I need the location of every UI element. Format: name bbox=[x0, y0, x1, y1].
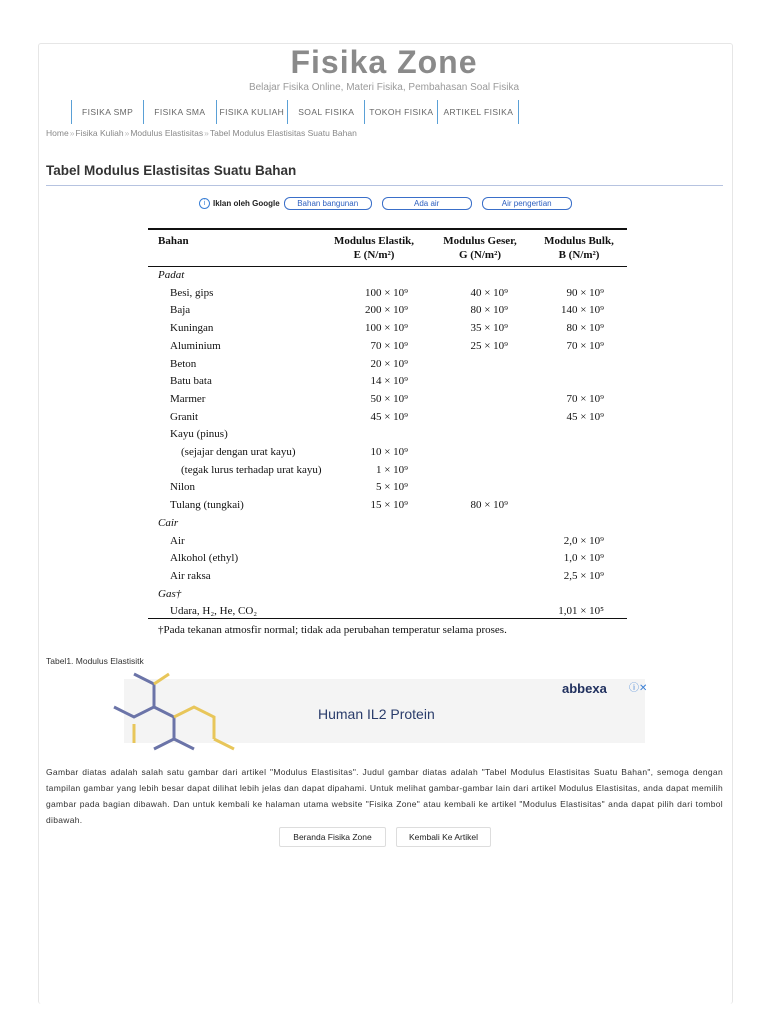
ad-link-ada-air[interactable]: Ada air bbox=[382, 197, 472, 210]
ad-link-bahan-bangunan[interactable]: Bahan bangunan bbox=[284, 197, 372, 210]
breadcrumb-modulus-elastisitas[interactable]: Modulus Elastisitas bbox=[130, 128, 204, 138]
breadcrumb bbox=[46, 128, 357, 138]
table-top-rule bbox=[148, 228, 627, 230]
title-divider bbox=[46, 185, 723, 186]
cell-modulus-geser: 80 × 10⁹ bbox=[470, 499, 508, 512]
cell-bahan: Air bbox=[170, 534, 185, 547]
site-tagline: Belajar Fisika Online, Materi Fisika, Pembahasan Soal Fisika bbox=[248, 82, 520, 93]
table-row bbox=[138, 481, 627, 498]
cell-modulus-bulk: 70 × 10⁹ bbox=[566, 392, 604, 405]
cell-bahan: Baja bbox=[170, 304, 191, 317]
cell-modulus-bulk: 2,5 × 10⁹ bbox=[563, 569, 604, 582]
nav-item-tokoh-fisika[interactable]: TOKOH FISIKA bbox=[365, 100, 438, 124]
table-row bbox=[138, 322, 627, 339]
ad-info-icon[interactable]: i bbox=[199, 198, 210, 209]
cell-bahan: Granit bbox=[170, 410, 199, 423]
header-modulus-bulk-line2: B (N/m²) bbox=[558, 249, 600, 261]
table-row bbox=[138, 375, 627, 392]
cell-modulus-geser: 25 × 10⁹ bbox=[470, 339, 508, 352]
modulus-table-image[interactable] bbox=[138, 224, 627, 640]
table-footnote: †Pada tekanan atmosfir normal; tidak ada perubahan temperatur selama proses. bbox=[158, 624, 507, 636]
cell-modulus-elastik: 10 × 10⁹ bbox=[370, 446, 408, 458]
header-modulus-elastik bbox=[324, 234, 424, 262]
back-to-article-button[interactable]: Kembali Ke Artikel bbox=[396, 827, 491, 847]
breadcrumb-separator: » bbox=[69, 128, 75, 138]
cell-modulus-bulk: 90 × 10⁹ bbox=[566, 286, 604, 299]
banner-brand-logo: abbexa bbox=[562, 681, 607, 696]
cell-modulus-elastik: 1 × 10⁹ bbox=[375, 463, 408, 476]
cell-modulus-elastik: 45 × 10⁹ bbox=[370, 410, 408, 423]
table-row bbox=[138, 287, 627, 304]
table-category-row bbox=[138, 588, 627, 605]
cell-bahan: Aluminium bbox=[170, 339, 221, 352]
cell-bahan: Alkohol (ethyl) bbox=[170, 552, 239, 565]
header-modulus-bulk bbox=[534, 234, 624, 262]
cell-modulus-elastik: 5 × 10⁹ bbox=[375, 481, 408, 494]
nav-item-fisika-smp[interactable]: FISIKA SMP bbox=[72, 100, 144, 124]
cell-bahan: Padat bbox=[158, 269, 185, 281]
table-row bbox=[138, 446, 627, 463]
cell-modulus-elastik: 70 × 10⁹ bbox=[370, 339, 408, 352]
cell-bahan: Cair bbox=[158, 516, 179, 529]
cell-bahan: Nilon bbox=[170, 481, 196, 494]
table-header-rule bbox=[148, 266, 627, 267]
cell-modulus-elastik: 15 × 10⁹ bbox=[370, 499, 408, 512]
cell-modulus-bulk: 2,0 × 10⁹ bbox=[563, 534, 604, 547]
home-button[interactable]: Beranda Fisika Zone bbox=[279, 827, 386, 847]
breadcrumb-home[interactable]: Home bbox=[46, 128, 69, 138]
cell-modulus-bulk: 140 × 10⁹ bbox=[560, 304, 604, 317]
table-category-row bbox=[138, 269, 627, 286]
cell-modulus-geser: 40 × 10⁹ bbox=[470, 286, 508, 299]
table-row bbox=[138, 411, 627, 428]
cell-modulus-geser: 35 × 10⁹ bbox=[470, 322, 508, 335]
banner-headline: Human IL2 Protein bbox=[318, 706, 435, 722]
cell-bahan: Kayu (pinus) bbox=[170, 428, 228, 441]
cell-bahan: Udara, H₂, He, CO₂ bbox=[170, 605, 258, 618]
nav-item-soal-fisika[interactable]: SOAL FISIKA bbox=[288, 100, 365, 124]
header-modulus-bulk-line1: Modulus Bulk, bbox=[544, 235, 614, 247]
cell-modulus-bulk: 45 × 10⁹ bbox=[566, 410, 604, 423]
cell-modulus-bulk: 1,0 × 10⁹ bbox=[563, 552, 604, 565]
cell-bahan: Beton bbox=[170, 357, 197, 370]
cell-modulus-bulk: 1,01 × 10⁵ bbox=[558, 605, 604, 618]
ad-links-bar bbox=[199, 197, 582, 210]
table-category-row bbox=[138, 517, 627, 534]
table-row bbox=[138, 393, 627, 410]
site-title[interactable]: Fisika Zone bbox=[290, 44, 478, 80]
table-row bbox=[138, 570, 627, 587]
header-modulus-elastik-line1: Modulus Elastik, bbox=[333, 235, 415, 247]
cell-modulus-elastik: 200 × 10⁹ bbox=[364, 304, 408, 317]
cell-bahan: Gas† bbox=[158, 587, 182, 600]
table-row bbox=[138, 428, 627, 445]
header-modulus-geser-line1: Modulus Geser, bbox=[443, 235, 517, 247]
ad-link-air-pengertian[interactable]: Air pengertian bbox=[482, 197, 572, 210]
article-body: Gambar diatas adalah salah satu gambar dari artikel "Modulus Elastisitas". Judul gambar diatas adalah "Tabel Modulus Elastisitas Suatu Bahan", semoga dengan tampilan gambar yang lebih besar dapat dilihat lebih jelas dan dapat dipahami. Untuk melihat gambar-gambar lain dari artikel Modulus Elastisitas, anda dapat memilih gambar pada bagian dibawah. Dan untuk kembali ke halaman utama website "Fisika Zone" atau kembali ke artikel "Modulus Elastisitas" anda dapat pilih dari tombol dibawah. bbox=[46, 767, 723, 825]
cell-bahan: Batu bata bbox=[170, 375, 212, 388]
page-title: Tabel Modulus Elastisitas Suatu Bahan bbox=[46, 163, 297, 178]
table-row bbox=[138, 535, 627, 552]
main-nav bbox=[71, 100, 519, 124]
table-row bbox=[138, 499, 627, 516]
table-row bbox=[138, 340, 627, 357]
table-row bbox=[138, 552, 627, 569]
image-caption: Tabel1. Modulus Elastisitk bbox=[46, 656, 144, 666]
cell-modulus-elastik: 100 × 10⁹ bbox=[364, 286, 408, 299]
cell-modulus-elastik: 100 × 10⁹ bbox=[364, 322, 408, 335]
cell-modulus-bulk: 80 × 10⁹ bbox=[566, 322, 604, 335]
table-row bbox=[138, 358, 627, 375]
cell-bahan: Air raksa bbox=[170, 569, 211, 582]
cell-modulus-bulk: 70 × 10⁹ bbox=[566, 339, 604, 352]
cell-bahan: Besi, gips bbox=[170, 286, 214, 299]
cell-modulus-elastik: 14 × 10⁹ bbox=[370, 375, 408, 388]
ads-by-label: Iklan oleh Google bbox=[213, 199, 280, 208]
header-bahan: Bahan bbox=[158, 235, 189, 247]
header-modulus-geser-line2: G (N/m²) bbox=[458, 249, 502, 261]
header-modulus-geser bbox=[432, 234, 528, 262]
cell-bahan: Tulang (tungkai) bbox=[170, 499, 244, 512]
breadcrumb-separator: » bbox=[124, 128, 130, 138]
table-row bbox=[138, 605, 627, 622]
cell-bahan: (sejajar dengan urat kayu) bbox=[181, 446, 296, 458]
nav-item-artikel-fisika[interactable]: ARTIKEL FISIKA bbox=[438, 100, 519, 124]
table-row bbox=[138, 304, 627, 321]
ad-close-icon[interactable]: ⓘ✕ bbox=[629, 683, 648, 694]
nav-item-fisika-kuliah[interactable]: FISIKA KULIAH bbox=[217, 100, 289, 124]
breadcrumb-separator: » bbox=[204, 128, 209, 138]
cell-bahan: (tegak lurus terhadap urat kayu) bbox=[181, 463, 322, 476]
cell-bahan: Kuningan bbox=[170, 322, 214, 335]
cell-modulus-elastik: 50 × 10⁹ bbox=[370, 392, 408, 405]
header-modulus-elastik-line2: E (N/m²) bbox=[353, 249, 395, 261]
table-bottom-rule bbox=[148, 618, 627, 619]
ad-banner[interactable] bbox=[124, 679, 648, 743]
cell-modulus-elastik: 20 × 10⁹ bbox=[370, 357, 408, 370]
table-row bbox=[138, 464, 627, 481]
cell-bahan: Marmer bbox=[170, 392, 206, 405]
breadcrumb-fisika-kuliah[interactable]: Fisika Kuliah bbox=[75, 128, 124, 138]
breadcrumb-current: Tabel Modulus Elastisitas Suatu Bahan bbox=[209, 128, 357, 138]
cell-modulus-geser: 80 × 10⁹ bbox=[470, 304, 508, 317]
nav-item-fisika-sma[interactable]: FISIKA SMA bbox=[144, 100, 216, 124]
